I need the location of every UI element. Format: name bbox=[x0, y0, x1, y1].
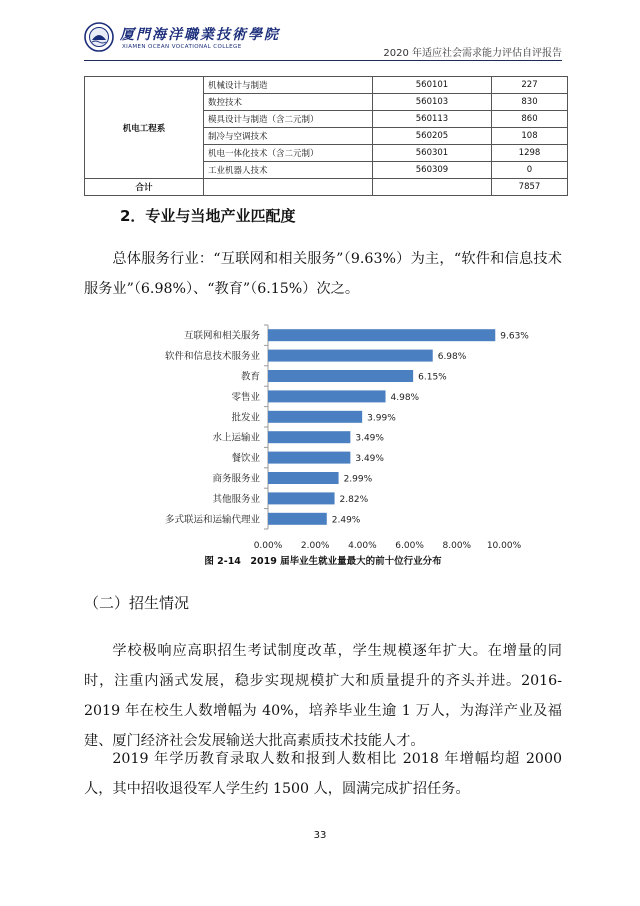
total-value: 7857 bbox=[492, 179, 568, 196]
chart-caption: 图 2-14 2019 届毕业生就业量最大的前十位行业分布 bbox=[204, 556, 442, 567]
x-tick-label: 2.00% bbox=[300, 541, 330, 548]
bar-value-label: 6.15% bbox=[418, 372, 447, 383]
department-cell: 机电工程系 bbox=[85, 77, 204, 179]
enrollment-paragraph-1: 学校极响应高职招生考试制度改革，学生规模逐年扩大。在增量的同时，注重内涵式发展，稳步实现规模扩大和质量提升的齐头并进。2016-2019 年在校生人数增幅为 40%，培养毕业生逾 1 万人，为海洋产业及福建、厦门经济社会发展输送大批高素质技术技能人才。 bbox=[84, 643, 562, 749]
category-label: 批发业 bbox=[231, 412, 260, 424]
page-number: 33 bbox=[313, 830, 327, 841]
bar-value-label: 4.98% bbox=[390, 392, 420, 403]
industry-bar-chart bbox=[84, 320, 562, 548]
category-label: 水上运输业 bbox=[212, 432, 260, 444]
bar-value-label: 2.49% bbox=[331, 515, 361, 526]
category-label: 零售业 bbox=[231, 391, 260, 403]
school-logo-icon bbox=[84, 22, 114, 52]
student-count-cell: 108 bbox=[492, 128, 568, 145]
major-name-cell: 工业机器人技术 bbox=[204, 162, 373, 179]
major-name-cell: 制冷与空调技术 bbox=[204, 128, 373, 145]
bar bbox=[268, 411, 362, 423]
category-label: 商务服务业 bbox=[212, 473, 260, 485]
x-tick-label: 6.00% bbox=[395, 541, 424, 548]
report-title: 2020 年适应社会需求能力评估自评报告 bbox=[383, 48, 562, 59]
bar bbox=[268, 472, 339, 484]
bar bbox=[268, 329, 495, 341]
student-count-cell: 1298 bbox=[492, 145, 568, 162]
bar bbox=[268, 350, 433, 362]
x-tick-label: 0.00% bbox=[253, 541, 283, 548]
section-paragraph: 总体服务行业：“互联网和相关服务”（9.63%）为主，“软件和信息技术服务业”（6.98%）、“教育”（6.15%）次之。 bbox=[84, 251, 562, 297]
total-row bbox=[85, 179, 568, 196]
enrollment-heading: （二）招生情况 bbox=[84, 594, 190, 612]
student-count-cell: 227 bbox=[492, 77, 568, 94]
majors-table bbox=[84, 76, 568, 196]
bar bbox=[268, 452, 350, 464]
bar-value-label: 6.98% bbox=[437, 352, 467, 363]
student-count-cell: 830 bbox=[492, 94, 568, 111]
page-header bbox=[84, 22, 562, 61]
bar-value-label: 3.49% bbox=[355, 454, 384, 465]
bar-value-label: 9.63% bbox=[500, 331, 529, 342]
major-name-cell: 模具设计与制造（含二元制） bbox=[204, 111, 373, 128]
major-code-cell: 560101 bbox=[373, 77, 492, 94]
empty-cell bbox=[204, 179, 373, 196]
category-label: 教育 bbox=[240, 371, 260, 383]
bar-value-label: 2.99% bbox=[343, 474, 373, 485]
major-code-cell: 560103 bbox=[373, 94, 492, 111]
bar bbox=[268, 370, 413, 382]
bar bbox=[268, 513, 327, 525]
category-label: 多式联运和运输代理业 bbox=[164, 514, 260, 526]
major-name-cell: 机电一体化技术（含二元制） bbox=[204, 145, 373, 162]
bar-value-label: 3.99% bbox=[367, 413, 396, 424]
x-tick-label: 4.00% bbox=[348, 541, 377, 548]
school-name-cn: 厦門海洋職業技術學院 bbox=[120, 27, 280, 43]
bar bbox=[268, 390, 386, 402]
empty-cell bbox=[373, 179, 492, 196]
major-code-cell: 560113 bbox=[373, 111, 492, 128]
major-code-cell: 560309 bbox=[373, 162, 492, 179]
category-label: 软件和信息技术服务业 bbox=[164, 351, 260, 363]
student-count-cell: 860 bbox=[492, 111, 568, 128]
bar bbox=[268, 492, 335, 504]
major-name-cell: 数控技术 bbox=[204, 94, 373, 111]
total-label: 合计 bbox=[85, 179, 204, 196]
enrollment-paragraph-2: 2019 年学历教育录取人数和报到人数相比 2018 年增幅均超 2000 人，其中招收退役军人学生约 1500 人，圆满完成扩招任务。 bbox=[84, 751, 562, 797]
table-row bbox=[85, 77, 568, 94]
student-count-cell: 0 bbox=[492, 162, 568, 179]
x-tick-label: 8.00% bbox=[442, 541, 472, 548]
bar bbox=[268, 431, 350, 443]
bar-value-label: 3.49% bbox=[355, 433, 384, 444]
bar-value-label: 2.82% bbox=[339, 494, 369, 505]
category-label: 其他服务业 bbox=[212, 493, 260, 505]
major-code-cell: 560301 bbox=[373, 145, 492, 162]
category-label: 互联网和相关服务 bbox=[183, 330, 260, 342]
category-label: 餐饮业 bbox=[231, 453, 260, 465]
school-name-en: XIAMEN OCEAN VOCATIONAL COLLEGE bbox=[122, 44, 242, 50]
x-tick-label: 10.00% bbox=[486, 541, 522, 548]
major-name-cell: 机械设计与制造 bbox=[204, 77, 373, 94]
section-heading: 2．专业与当地产业匹配度 bbox=[120, 207, 296, 225]
major-code-cell: 560205 bbox=[373, 128, 492, 145]
